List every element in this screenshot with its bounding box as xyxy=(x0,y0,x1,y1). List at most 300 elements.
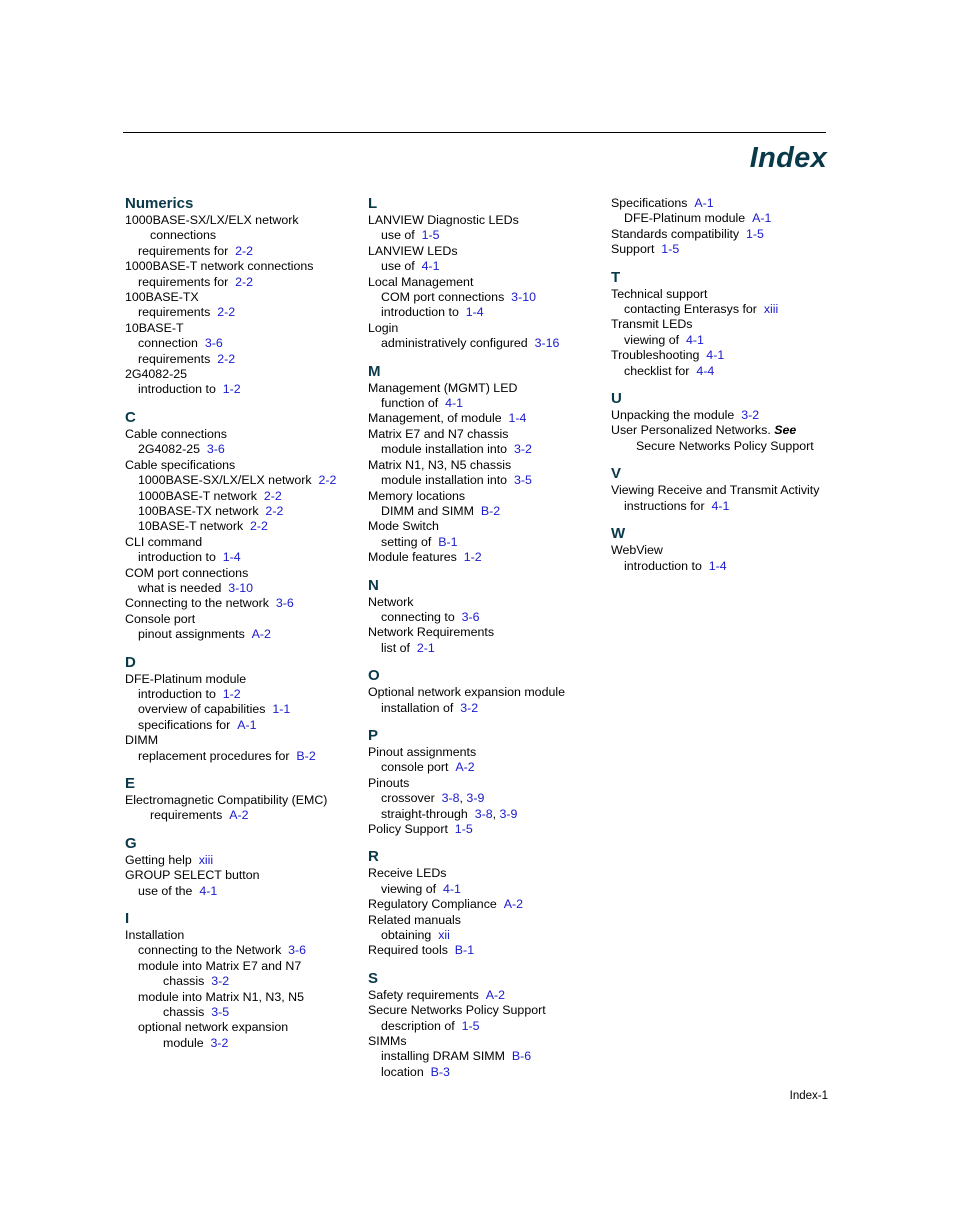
entry-text: Support xyxy=(611,242,655,257)
page-link[interactable]: 2-2 xyxy=(250,519,268,534)
index-entry xyxy=(368,1019,603,1034)
entry-text: requirements for xyxy=(138,243,229,258)
page-link[interactable]: 1-5 xyxy=(461,1018,480,1033)
entry-text: DIMM and SIMM xyxy=(381,503,474,518)
index-entry xyxy=(125,427,360,442)
entry-text: module into Matrix N1, N3, N5 xyxy=(138,989,304,1004)
index-entry xyxy=(368,305,603,320)
entry-text: 1000BASE-SX/LX/ELX network xyxy=(125,213,299,227)
index-entry xyxy=(125,442,360,457)
entry-text: 10BASE-T network xyxy=(138,519,244,534)
entry-text: requirements xyxy=(138,351,211,366)
entry-text: use of xyxy=(381,228,415,243)
index-entry xyxy=(611,423,846,438)
index-entry xyxy=(125,550,360,565)
index-entry xyxy=(368,275,603,290)
page-link[interactable]: 1-2 xyxy=(222,686,241,701)
page-link[interactable]: 4-1 xyxy=(443,881,461,896)
entry-text: viewing of xyxy=(381,881,437,896)
page-link[interactable]: 3-16 xyxy=(534,336,560,351)
index-entry xyxy=(368,882,603,897)
section-letter: U xyxy=(611,390,622,408)
index-entry xyxy=(125,519,360,534)
index-entry xyxy=(368,489,603,504)
index-entry xyxy=(125,853,360,868)
index-entry xyxy=(125,336,360,351)
entry-text: optional network expansion xyxy=(138,1020,289,1035)
page-link[interactable]: 3-6 xyxy=(204,336,223,351)
index-entry xyxy=(368,701,603,716)
page-link[interactable]: 1-2 xyxy=(463,550,482,565)
entry-text: function of xyxy=(381,396,439,411)
entry-text: LANVIEW LEDs xyxy=(368,243,458,258)
entry-text: SIMMs xyxy=(368,1034,407,1049)
index-section xyxy=(611,524,846,574)
entry-text: introduction to xyxy=(138,550,216,565)
index-section xyxy=(368,576,603,657)
entry-text: Receive LEDs xyxy=(368,866,447,881)
index-entry xyxy=(368,776,603,791)
index-section xyxy=(368,666,603,716)
entry-text: CLI command xyxy=(125,534,203,549)
index-entry xyxy=(368,321,603,336)
entry-text: console port xyxy=(381,760,449,775)
index-entry xyxy=(125,228,360,243)
entry-text: Pinouts xyxy=(368,775,410,790)
page-link[interactable]: 3-9 xyxy=(499,806,518,821)
index-entry xyxy=(611,499,846,514)
index-section xyxy=(125,774,360,824)
index-column-2 xyxy=(368,194,603,1080)
entry-text: Cable specifications xyxy=(125,457,236,472)
entry-text: Matrix N1, N3, N5 chassis xyxy=(368,457,512,472)
entry-text: overview of capabilities xyxy=(138,702,266,717)
entry-text: Getting help xyxy=(125,852,192,867)
index-entry: crossover 3-8, 3-9 xyxy=(381,791,485,806)
page-link[interactable]: 4-1 xyxy=(421,259,440,274)
page-link[interactable]: 2-2 xyxy=(235,243,254,258)
page-link[interactable]: B-6 xyxy=(511,1049,532,1064)
entry-text: module installation into xyxy=(381,473,508,488)
index-entry xyxy=(368,213,603,228)
index-entry xyxy=(368,641,603,656)
page-link[interactable]: 2-2 xyxy=(217,351,236,366)
section-letter: R xyxy=(368,848,379,866)
page-link[interactable]: 4-1 xyxy=(706,348,725,363)
index-entry xyxy=(125,352,360,367)
page-link[interactable]: 3-6 xyxy=(461,609,480,624)
entry-text: Secure Networks Policy Support xyxy=(368,1003,546,1018)
entry-text: requirements xyxy=(138,305,211,320)
page-link[interactable]: 3-10 xyxy=(511,290,536,305)
index-entry xyxy=(368,381,603,396)
page-link[interactable]: A-2 xyxy=(503,897,523,912)
index-entry xyxy=(125,733,360,748)
index-entry xyxy=(125,702,360,717)
page-link[interactable]: B-1 xyxy=(438,534,458,549)
section-letter: E xyxy=(125,775,136,792)
page-link[interactable]: 2-1 xyxy=(416,640,435,655)
entry-text: Memory locations xyxy=(368,488,466,503)
entry-text: obtaining xyxy=(381,928,432,943)
index-entry xyxy=(368,427,603,442)
section-letter: I xyxy=(125,910,130,928)
index-entry xyxy=(368,1049,603,1064)
entry-text: Transmit LEDs xyxy=(611,317,693,332)
entry-text: Standards compatibility xyxy=(611,226,740,241)
index-entry xyxy=(611,211,846,226)
page-link[interactable]: B-1 xyxy=(454,943,475,958)
index-entry xyxy=(125,943,360,958)
index-entry xyxy=(125,259,360,274)
entry-text: module installation into xyxy=(381,442,508,457)
index-entry xyxy=(611,287,846,302)
entry-text: COM port connections xyxy=(381,290,505,305)
index-entry xyxy=(368,913,603,928)
page-link[interactable]: xii xyxy=(438,928,450,943)
index-entry xyxy=(368,928,603,943)
index-entry xyxy=(368,550,603,565)
page-link[interactable]: B-2 xyxy=(480,503,501,518)
entry-text: Management (MGMT) LED xyxy=(368,380,518,395)
page-link[interactable]: 3-6 xyxy=(206,442,225,457)
page-link[interactable]: 4-4 xyxy=(696,363,715,378)
page-link[interactable]: 3-5 xyxy=(211,1005,230,1020)
entry-text: viewing of xyxy=(624,332,680,347)
page-link[interactable]: 3-2 xyxy=(741,408,760,423)
page-link[interactable]: A-2 xyxy=(485,987,506,1002)
page-link[interactable]: 1-4 xyxy=(708,558,727,573)
entry-text: Network xyxy=(368,594,414,609)
page-footer: Index-1 xyxy=(789,1090,828,1102)
index-entry xyxy=(611,439,846,454)
entry-text: connection xyxy=(138,336,198,351)
page-link[interactable]: 4-1 xyxy=(686,332,704,347)
header-rule xyxy=(123,132,826,133)
entry-text: Connecting to the network xyxy=(125,596,269,611)
index-entry xyxy=(125,458,360,473)
index-entry xyxy=(125,718,360,733)
page-link[interactable]: B-2 xyxy=(296,748,316,763)
entry-text: Matrix E7 and N7 chassis xyxy=(368,426,509,441)
index-section xyxy=(611,389,846,454)
entry-text: location xyxy=(381,1064,424,1079)
index-entry xyxy=(368,595,603,610)
entry-text: 2G4082-25 xyxy=(125,367,188,382)
entry-text: pinout assignments xyxy=(138,627,245,642)
section-letter: G xyxy=(125,834,137,852)
index-entry xyxy=(368,244,603,259)
section-letter: N xyxy=(368,576,379,594)
page-link[interactable]: 3-10 xyxy=(228,580,254,595)
index-entry xyxy=(611,364,846,379)
index-entry xyxy=(125,959,360,974)
entry-text: Unpacking the module xyxy=(611,408,735,423)
index-entry xyxy=(125,672,360,687)
index-entry xyxy=(611,408,846,423)
entry-text: installation of xyxy=(381,700,454,715)
index-entry xyxy=(611,559,846,574)
index-section xyxy=(368,969,603,1080)
entry-text: checklist for xyxy=(624,363,690,378)
page-link[interactable]: 3-5 xyxy=(513,473,532,488)
page-link[interactable]: A-1 xyxy=(694,196,714,210)
entry-text: contacting Enterasys for xyxy=(624,302,757,317)
index-entry xyxy=(368,396,603,411)
index-entry xyxy=(125,596,360,611)
entry-text: DFE-Platinum module xyxy=(624,211,746,226)
index-entry xyxy=(125,990,360,1005)
index-entry xyxy=(125,793,360,808)
index-entry xyxy=(125,974,360,989)
entry-text: Troubleshooting xyxy=(611,348,700,363)
index-entry xyxy=(368,504,603,519)
entry-text: Specifications xyxy=(611,196,688,210)
section-letter: T xyxy=(611,268,621,286)
page-link[interactable]: 4-1 xyxy=(711,498,730,513)
page-link[interactable]: xiii xyxy=(763,302,779,317)
index-entry xyxy=(611,302,846,317)
index-entry xyxy=(125,749,360,764)
section-letter: O xyxy=(368,667,380,685)
index-entry xyxy=(125,884,360,899)
index-section xyxy=(611,268,846,379)
section-letter: V xyxy=(611,465,622,483)
page-link[interactable]: 2-2 xyxy=(265,503,284,518)
section-letter: S xyxy=(368,969,379,987)
page-link[interactable]: 1-5 xyxy=(454,822,473,836)
index-entry xyxy=(125,581,360,596)
entry-text: Login xyxy=(368,320,399,335)
page-title: Index xyxy=(749,142,827,174)
index-entry xyxy=(611,317,846,332)
entry-text: installing DRAM SIMM xyxy=(381,1049,505,1064)
entry-text: setting of xyxy=(381,534,432,549)
entry-text: introduction to xyxy=(138,382,216,397)
page-link[interactable]: A-2 xyxy=(229,808,249,823)
index-section xyxy=(368,847,603,958)
index-entry xyxy=(125,808,360,823)
entry-text: administratively configured xyxy=(381,336,528,351)
index-entry: straight-through 3-8, 3-9 xyxy=(381,806,518,821)
entry-text: crossover xyxy=(381,791,435,806)
index-entry xyxy=(125,305,360,320)
entry-text: specifications for xyxy=(138,717,231,732)
index-entry xyxy=(611,333,846,348)
index-section xyxy=(368,726,603,837)
index-column-1 xyxy=(125,194,360,1051)
page-link[interactable]: 2-2 xyxy=(263,488,282,503)
entry-text: Local Management xyxy=(368,274,474,289)
page-link[interactable]: 4-1 xyxy=(199,883,218,898)
index-entry xyxy=(125,1005,360,1020)
page-link[interactable]: 3-6 xyxy=(288,943,307,958)
entry-text: use of the xyxy=(138,883,193,898)
page-link[interactable]: A-1 xyxy=(237,717,257,732)
page-link[interactable]: 3-2 xyxy=(513,442,532,457)
page-link[interactable]: xiii xyxy=(198,852,214,867)
index-entry xyxy=(611,543,846,558)
index-entry xyxy=(125,473,360,488)
entry-text: Optional network expansion module xyxy=(368,685,565,700)
index-entry xyxy=(125,928,360,943)
index-entry xyxy=(611,348,846,363)
entry-text: what is needed xyxy=(138,580,222,595)
index-entry xyxy=(611,227,846,242)
index-entry xyxy=(368,336,603,351)
entry-text: DIMM xyxy=(125,733,159,748)
entry-text: 10BASE-T xyxy=(125,320,184,335)
index-section xyxy=(611,196,846,258)
entry-text: Network Requirements xyxy=(368,625,495,640)
index-entry xyxy=(611,242,846,257)
index-entry xyxy=(368,610,603,625)
entry-text: Module features xyxy=(368,550,457,565)
section-letter: M xyxy=(368,362,381,380)
index-entry xyxy=(368,685,603,700)
entry-text: COM port connections xyxy=(125,565,249,580)
index-section xyxy=(125,194,360,398)
entry-text: introduction to xyxy=(138,686,216,701)
page-link[interactable]: 3-8 xyxy=(441,791,460,806)
index-entry xyxy=(368,1034,603,1049)
index-entry xyxy=(368,1003,603,1018)
index-entry xyxy=(368,745,603,760)
entry-text: Cable connections xyxy=(125,426,227,441)
entry-text: connections xyxy=(150,228,217,243)
page-link[interactable]: 4-1 xyxy=(445,396,463,411)
entry-text: Console port xyxy=(125,611,196,626)
entry-text: Pinout assignments xyxy=(368,744,477,759)
entry-text: 1000BASE-SX/LX/ELX network xyxy=(138,473,312,488)
index-entry xyxy=(125,290,360,305)
index-entry xyxy=(125,1020,360,1035)
index-section xyxy=(125,834,360,899)
index-entry xyxy=(125,1036,360,1051)
index-entry xyxy=(125,275,360,290)
entry-text: description of xyxy=(381,1018,455,1033)
index-entry xyxy=(125,367,360,382)
index-entry xyxy=(368,535,603,550)
index-entry xyxy=(368,897,603,912)
page-link[interactable]: 1-4 xyxy=(222,550,241,565)
index-entry xyxy=(125,566,360,581)
section-letter: C xyxy=(125,408,136,426)
page-link[interactable]: 1-5 xyxy=(421,228,440,243)
entry-text: use of xyxy=(381,259,415,274)
index-entry xyxy=(368,228,603,243)
index-entry xyxy=(368,259,603,274)
entry-text: 100BASE-TX xyxy=(125,290,199,305)
entry-text: module xyxy=(163,1035,204,1050)
page-link[interactable]: 1-5 xyxy=(661,242,680,257)
entry-text: 1000BASE-T network connections xyxy=(125,259,314,274)
entry-text: 1000BASE-T network xyxy=(138,488,257,503)
entry-text: WebView xyxy=(611,543,663,558)
index-entry xyxy=(368,473,603,488)
index-entry xyxy=(368,411,603,426)
see-reference: See xyxy=(774,423,797,438)
index-entry xyxy=(125,687,360,702)
entry-text: Electromagnetic Compatibility (EMC) xyxy=(125,793,328,807)
index-entry xyxy=(368,760,603,775)
index-entry xyxy=(368,519,603,534)
entry-text: replacement procedures for xyxy=(138,748,290,763)
page-link[interactable]: 2-2 xyxy=(217,305,236,320)
entry-text: Regulatory Compliance xyxy=(368,897,497,912)
entry-text: Related manuals xyxy=(368,912,461,927)
page-link[interactable]: 3-6 xyxy=(275,596,294,611)
page-link[interactable]: 3-2 xyxy=(211,974,230,989)
index-entry xyxy=(125,868,360,883)
index-entry xyxy=(125,504,360,519)
page-link[interactable]: 1-5 xyxy=(746,226,764,241)
index-entry xyxy=(368,866,603,881)
index-entry xyxy=(125,627,360,642)
page-link[interactable]: 3-2 xyxy=(210,1035,229,1050)
index-entry xyxy=(368,625,603,640)
entry-text: Mode Switch xyxy=(368,519,439,534)
section-letter: P xyxy=(368,726,379,744)
page-link[interactable]: 2-2 xyxy=(235,274,254,289)
index-entry xyxy=(368,822,603,837)
page-link[interactable]: 1-4 xyxy=(465,305,484,320)
index-entry xyxy=(611,483,846,498)
page-link[interactable]: 1-4 xyxy=(508,411,527,426)
entry-text: Installation xyxy=(125,928,185,943)
entry-text: DFE-Platinum module xyxy=(125,671,247,686)
page-link[interactable]: A-1 xyxy=(752,211,772,226)
index-entry xyxy=(125,535,360,550)
page-link[interactable]: 3-2 xyxy=(460,700,479,715)
entry-text: GROUP SELECT button xyxy=(125,868,260,883)
index-entry xyxy=(125,489,360,504)
page-link[interactable]: A-2 xyxy=(251,627,271,642)
entry-text: chassis xyxy=(163,1005,205,1020)
index-entry xyxy=(125,244,360,259)
index-entry xyxy=(368,442,603,457)
entry-text: 100BASE-TX network xyxy=(138,503,259,518)
index-section xyxy=(125,909,360,1051)
entry-text: User Personalized Networks. xyxy=(611,423,771,438)
page-link[interactable]: 2-2 xyxy=(318,473,337,488)
entry-text: connecting to xyxy=(381,609,455,624)
entry-text: requirements for xyxy=(138,274,229,289)
entry-text: Viewing Receive and Transmit Activity xyxy=(611,483,820,498)
index-entry xyxy=(125,321,360,336)
section-letter: L xyxy=(368,195,378,212)
entry-text: introduction to xyxy=(381,305,459,320)
entry-text: Management, of module xyxy=(368,411,502,426)
index-section xyxy=(368,362,603,566)
index-column-3 xyxy=(611,196,846,574)
index-entry xyxy=(125,612,360,627)
page-link[interactable]: 1-1 xyxy=(272,702,291,717)
index-entry xyxy=(368,943,603,958)
entry-text: LANVIEW Diagnostic LEDs xyxy=(368,213,519,227)
page-link[interactable]: 3-9 xyxy=(466,791,485,806)
index-entry xyxy=(125,382,360,397)
page-link[interactable]: A-2 xyxy=(455,760,475,775)
entry-text: connecting to the Network xyxy=(138,943,282,958)
entry-text: introduction to xyxy=(624,558,702,573)
page-link[interactable]: 3-8 xyxy=(474,806,493,821)
page-link[interactable]: 1-2 xyxy=(222,382,241,397)
entry-text: requirements xyxy=(150,808,223,823)
index-entry xyxy=(368,290,603,305)
index-section xyxy=(611,464,846,514)
page-link[interactable]: B-3 xyxy=(430,1064,450,1079)
